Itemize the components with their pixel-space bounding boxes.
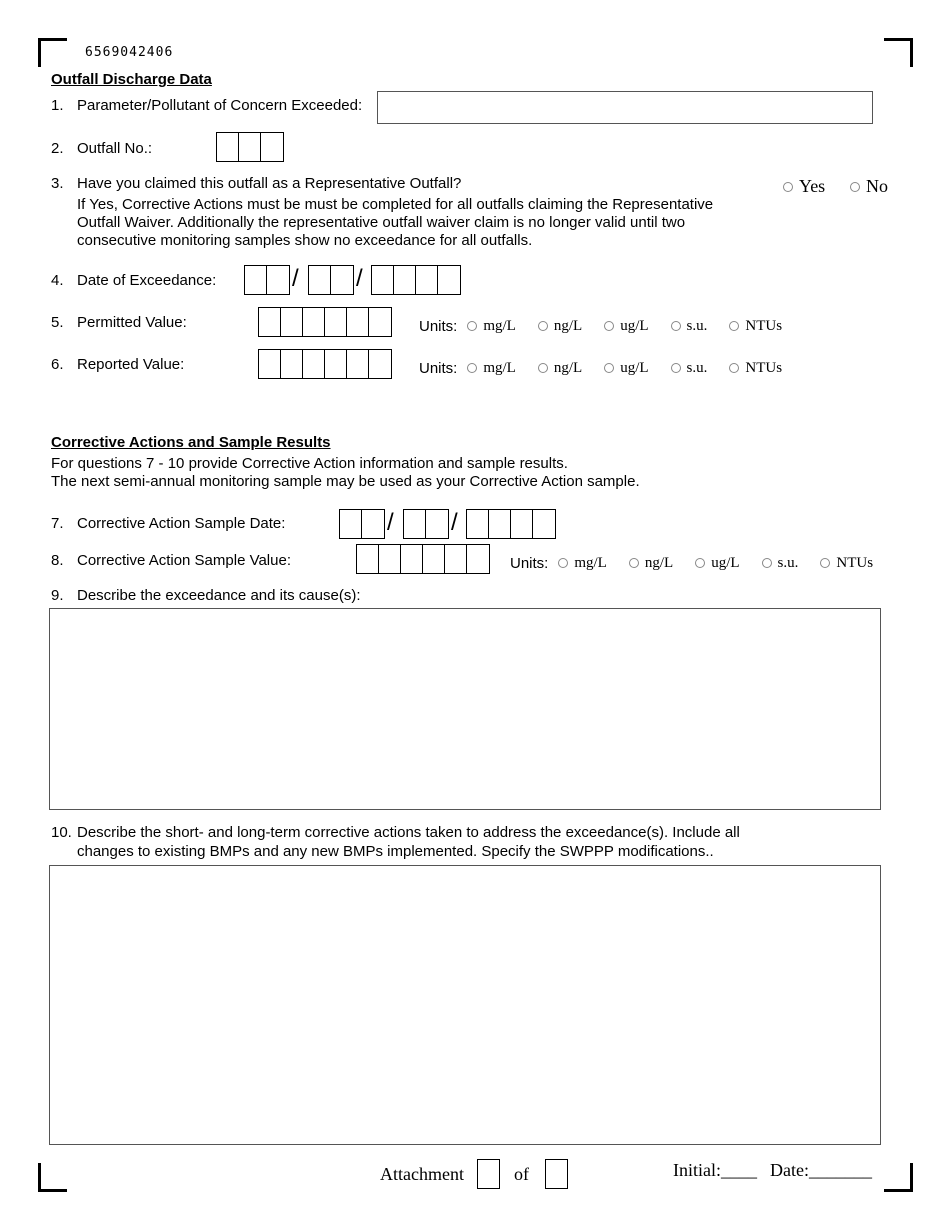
q8-number: 8.	[51, 552, 64, 569]
exceedance-day-input[interactable]	[308, 265, 354, 295]
unit-option-mgl[interactable]	[467, 318, 516, 335]
unit-option-ugl[interactable]	[604, 360, 648, 377]
q7-number: 7.	[51, 515, 64, 532]
section2-intro-line1: For questions 7 - 10 provide Corrective Action information and sample results.	[51, 455, 568, 472]
radio-circle	[820, 558, 830, 568]
q3-note-line3: consecutive monitoring samples show no exceedance for all outfalls.	[77, 232, 533, 249]
unit-label: mg/L	[483, 317, 516, 334]
q10-line1: Describe the short- and long-term corrective actions taken to address the exceedance(s). Include all	[77, 824, 740, 841]
unit-label: NTUs	[745, 359, 783, 376]
section-heading-corrective: Corrective Actions and Sample Results	[51, 434, 331, 451]
unit-label: ng/L	[553, 317, 583, 334]
unit-label: mg/L	[483, 359, 516, 376]
q10-number: 10.	[51, 824, 72, 841]
of-label: of	[514, 1164, 529, 1184]
no-radio-circle	[850, 182, 860, 192]
yes-radio-circle	[783, 182, 793, 192]
unit-option-ugl[interactable]	[604, 318, 648, 335]
units-label: Units:	[510, 554, 549, 572]
q7-label: Corrective Action Sample Date:	[77, 515, 286, 532]
unit-label: ng/L	[553, 359, 583, 376]
radio-circle	[558, 558, 568, 568]
attachment-number-input[interactable]	[477, 1159, 500, 1189]
q2-label: Outfall No.:	[77, 140, 153, 157]
attachment-total-input[interactable]	[545, 1159, 568, 1189]
radio-circle	[695, 558, 705, 568]
units-label: Units:	[419, 359, 458, 377]
section2-intro-line2: The next semi-annual monitoring sample may be used as your Corrective Action sample.	[51, 473, 640, 490]
unit-option-ngl[interactable]	[629, 555, 673, 572]
q5-number: 5.	[51, 314, 64, 331]
q2-number: 2.	[51, 140, 64, 157]
sample-year-input[interactable]	[466, 509, 556, 539]
unit-label: ug/L	[711, 554, 740, 571]
sample-month-input[interactable]	[339, 509, 385, 539]
pollutant-input[interactable]	[377, 91, 873, 124]
q9-number: 9.	[51, 587, 64, 604]
exceedance-year-input[interactable]	[371, 265, 461, 295]
date-field[interactable]: Date:_______	[770, 1160, 872, 1180]
q1-number: 1.	[51, 97, 64, 114]
radio-circle	[729, 321, 739, 331]
unit-label: NTUs	[745, 317, 783, 334]
unit-option-ntus[interactable]	[729, 318, 782, 335]
unit-label: mg/L	[574, 554, 607, 571]
unit-option-mgl[interactable]	[558, 555, 607, 572]
radio-circle	[467, 321, 477, 331]
unit-label: ug/L	[620, 317, 649, 334]
section-heading-outfall: Outfall Discharge Data	[51, 71, 212, 88]
unit-option-ngl[interactable]	[538, 360, 582, 377]
sample-value-units	[510, 553, 873, 573]
units-label: Units:	[419, 317, 458, 335]
unit-option-ugl[interactable]	[695, 555, 739, 572]
reported-value-units	[419, 358, 804, 378]
radio-circle	[671, 321, 681, 331]
q4-label: Date of Exceedance:	[77, 272, 217, 289]
unit-option-su[interactable]	[671, 318, 708, 335]
exceedance-month-input[interactable]	[244, 265, 290, 295]
sample-value-input[interactable]	[356, 544, 490, 574]
unit-label: s.u.	[686, 317, 708, 334]
unit-option-ntus[interactable]	[820, 555, 873, 572]
radio-circle	[604, 363, 614, 373]
corner-mark-top-right	[884, 38, 913, 67]
outfall-number-input[interactable]	[216, 132, 284, 162]
date-slash: /	[356, 265, 363, 292]
attachment-label: Attachment	[380, 1164, 464, 1184]
permitted-value-input[interactable]	[258, 307, 392, 337]
initial-field[interactable]: Initial:____	[673, 1160, 757, 1180]
sample-day-input[interactable]	[403, 509, 449, 539]
unit-label: s.u.	[777, 554, 799, 571]
corner-mark-bottom-right	[884, 1163, 913, 1192]
permitted-value-units	[419, 316, 804, 336]
unit-label: ng/L	[644, 554, 674, 571]
unit-option-su[interactable]	[671, 360, 708, 377]
unit-option-su[interactable]	[762, 555, 799, 572]
q6-number: 6.	[51, 356, 64, 373]
unit-option-mgl[interactable]	[467, 360, 516, 377]
radio-circle	[538, 321, 548, 331]
q10-line2: changes to existing BMPs and any new BMPs implemented. Specify the SWPPP modifications..	[77, 843, 714, 860]
no-radio[interactable]	[850, 176, 888, 197]
q3-note-line1: If Yes, Corrective Actions must be must be completed for all outfalls claiming the Representative	[77, 196, 714, 213]
radio-circle	[671, 363, 681, 373]
unit-label: s.u.	[686, 359, 708, 376]
corner-mark-bottom-left	[38, 1163, 67, 1192]
radio-circle	[467, 363, 477, 373]
radio-circle	[604, 321, 614, 331]
unit-label: ug/L	[620, 359, 649, 376]
radio-circle	[629, 558, 639, 568]
q3-number: 3.	[51, 175, 64, 192]
corner-mark-top-left	[38, 38, 67, 67]
corrective-actions-textarea[interactable]	[49, 865, 881, 1145]
q6-label: Reported Value:	[77, 356, 185, 373]
date-slash: /	[451, 509, 458, 536]
radio-circle	[538, 363, 548, 373]
date-slash: /	[387, 509, 394, 536]
q9-label: Describe the exceedance and its cause(s):	[77, 587, 361, 604]
q5-label: Permitted Value:	[77, 314, 187, 331]
date-slash: /	[292, 265, 299, 292]
document-id: 6569042406	[85, 45, 174, 60]
no-label: No	[866, 176, 888, 196]
yes-radio[interactable]	[783, 176, 825, 197]
radio-circle	[729, 363, 739, 373]
reported-value-input[interactable]	[258, 349, 392, 379]
q3-label: Have you claimed this outfall as a Representative Outfall?	[77, 175, 462, 192]
yes-label: Yes	[799, 176, 826, 196]
unit-option-ntus[interactable]	[729, 360, 782, 377]
unit-label: NTUs	[836, 554, 874, 571]
q1-label: Parameter/Pollutant of Concern Exceeded:	[77, 97, 363, 114]
exceedance-cause-textarea[interactable]	[49, 608, 881, 810]
q8-label: Corrective Action Sample Value:	[77, 552, 291, 569]
q3-note-line2: Outfall Waiver. Additionally the representative outfall waiver claim is no longer valid until two	[77, 214, 686, 231]
q4-number: 4.	[51, 272, 64, 289]
radio-circle	[762, 558, 772, 568]
unit-option-ngl[interactable]	[538, 318, 582, 335]
